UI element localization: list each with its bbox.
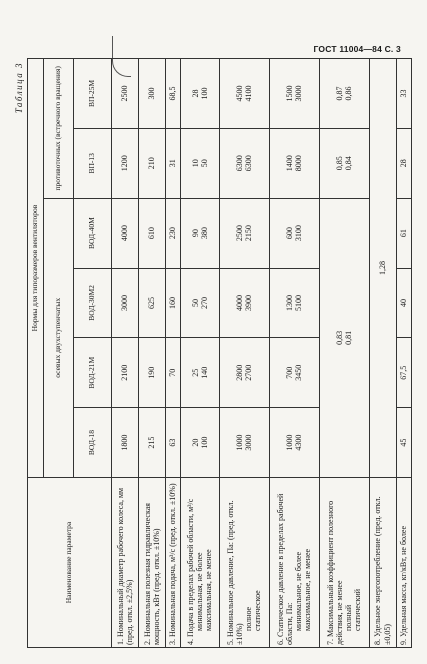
cell-value-pair (219, 59, 269, 129)
table-row (219, 59, 269, 648)
row-label (396, 478, 411, 648)
table-row (165, 59, 180, 648)
cell-value: 28 (190, 89, 200, 98)
cell-value: 190 (138, 338, 165, 408)
row-sublabel: полное (244, 606, 254, 631)
cell-value-pair (219, 408, 269, 478)
cell-value-pair (269, 198, 319, 268)
col-header: ВП-25М (74, 59, 112, 129)
table-row (112, 59, 139, 648)
table-row (138, 59, 165, 648)
cell-value: 600 (284, 227, 294, 240)
cell-value-pair (219, 338, 269, 408)
rotated-table-block (14, 58, 412, 648)
cell-value: 61 (396, 198, 411, 268)
cell-value: 5100 (294, 294, 304, 311)
cell-value: 4100 (244, 85, 254, 102)
cell-value: 3000 (244, 434, 254, 451)
cell-value-pair (181, 338, 219, 408)
cell-value: 31 (165, 128, 180, 198)
cell-value: 67,5 (396, 338, 411, 408)
row-sublabel: максимальное, не менее (303, 548, 313, 631)
cell-value: 3900 (244, 294, 254, 311)
row-label-text: 3. Номинальная подача, м³/с (пред. откл. ±10%) (168, 483, 178, 645)
row-label (369, 478, 396, 648)
cell-value-pair (181, 59, 219, 129)
row-label (112, 478, 139, 648)
cell-value: 8000 (294, 155, 304, 172)
cell-value: 40 (396, 268, 411, 338)
row-sublabel: статический (353, 588, 363, 631)
cell-value: 6300 (234, 155, 244, 172)
cell-value: 4000 (112, 198, 139, 268)
cell-value: 2150 (244, 225, 254, 242)
cell-value: 10 (190, 159, 200, 168)
row-sublabel: статическое (253, 590, 263, 631)
col-header: ВОД-18 (74, 408, 112, 478)
cell-value: 50 (190, 298, 200, 307)
cell-value: 50 (199, 159, 209, 168)
cell-value-pair (181, 268, 219, 338)
cell-value: 1400 (284, 155, 294, 172)
cell-shared-all: 1,28 (369, 59, 396, 478)
cell-value-pair (269, 408, 319, 478)
cell-value: 610 (138, 198, 165, 268)
row-label-text: 6. Статическое давление в пределах рабочей области, Па: (275, 493, 294, 645)
row-label-text: 4. Подача в пределах рабочей области, м³/с (186, 498, 196, 645)
cell-value: 215 (138, 408, 165, 478)
cell-shared-axial (319, 198, 369, 477)
table-row (319, 59, 369, 648)
row-label (181, 478, 219, 648)
row-label (138, 478, 165, 648)
row-sublabel: полный (344, 604, 354, 631)
cell-value-pair (319, 59, 369, 129)
row-label-text: 1. Номинальный диаметр рабочего колеса, мм (пред. откл. ±2,5%) (115, 487, 134, 645)
cell-value: 270 (199, 296, 209, 309)
row-sublabel: минимальная, не более (195, 552, 205, 631)
cell-value: 3100 (294, 225, 304, 242)
col-header: ВОД-40М (74, 198, 112, 268)
table-row (369, 59, 396, 648)
col-header: ВОД-30М2 (74, 268, 112, 338)
cell-value: 4500 (234, 85, 244, 102)
cell-value-pair (319, 128, 369, 198)
row-sublabel: минимальное, не более (294, 552, 304, 631)
row-label (165, 478, 180, 648)
cell-value: 625 (138, 268, 165, 338)
cell-value-pair (269, 59, 319, 129)
cell-value-pair (269, 338, 319, 408)
cell-value: 1500 (284, 85, 294, 102)
cell-value: 33 (396, 59, 411, 129)
cell-value: 210 (138, 128, 165, 198)
cell-value: 2700 (244, 364, 254, 381)
cell-value-pair (219, 198, 269, 268)
cell-value: 68,5 (165, 59, 180, 129)
cell-value: 28 (396, 128, 411, 198)
cell-value: 45 (396, 408, 411, 478)
col-header: ВП-13 (74, 128, 112, 198)
cell-value: 20 (190, 438, 200, 447)
cell-value: 2500 (234, 225, 244, 242)
row-label (269, 478, 319, 648)
table-row (396, 59, 411, 648)
cell-value-pair (181, 408, 219, 478)
cell-value: 6300 (244, 155, 254, 172)
row-label-text: 2. Номинальная полезная гидравлическая мощность, кВт (пред. откл. ±10%) (142, 503, 161, 645)
cell-value: 0,83 (335, 330, 344, 345)
cell-value: 160 (165, 268, 180, 338)
row-label-text: 7. Максимальный коэффициент полезного действия, не менее (325, 500, 344, 645)
cell-value: 25 (190, 368, 200, 377)
row-label-text: 9. Удельная масса, кг/кВт, не более (399, 525, 409, 645)
cell-value-pair (219, 128, 269, 198)
cell-value: 0,85 (335, 156, 344, 171)
cell-value: 700 (284, 366, 294, 379)
cell-value: 230 (165, 198, 180, 268)
cell-value: 2500 (112, 59, 139, 129)
row-label-text: 5. Номинальное давление, Па: (пред. откл. ±10%) (225, 500, 244, 645)
cell-value: 380 (199, 227, 209, 240)
cell-value: 63 (165, 408, 180, 478)
cell-value: 4300 (294, 434, 304, 451)
cell-value: 100 (199, 436, 209, 449)
cell-value: 300 (138, 59, 165, 129)
parameters-table (27, 58, 412, 648)
cell-value: 140 (199, 366, 209, 379)
cell-value: 0,81 (344, 330, 354, 345)
cell-value: 0,87 (335, 86, 344, 101)
cell-value: 0,84 (344, 156, 354, 171)
row-label-text: 8. Удельное энергопотребление (пред. откл. ±0,05) (373, 496, 392, 645)
cell-value: 70 (165, 338, 180, 408)
cell-value: 1200 (112, 128, 139, 198)
cell-value: 1000 (234, 434, 244, 451)
row-sublabel: максимальная, не менее (204, 549, 214, 631)
cell-value-pair (219, 268, 269, 338)
cell-value: 1000 (284, 434, 294, 451)
cell-value: 2800 (234, 364, 244, 381)
cell-value-pair (269, 128, 319, 198)
cell-value: 1300 (284, 294, 294, 311)
cell-value: 2100 (112, 338, 139, 408)
page-header: ГОСТ 11004—84 С. 3 (313, 44, 401, 54)
col-param-header: Наименование параметра (28, 478, 112, 648)
cell-value: 0,86 (344, 86, 354, 101)
cell-value-pair (181, 198, 219, 268)
cell-value-pair (181, 128, 219, 198)
cell-value: 90 (190, 229, 200, 238)
cell-value: 3450 (294, 364, 304, 381)
group-norms-header: Нормы для типоразмеров вентиляторов (28, 59, 44, 478)
cell-value: 100 (199, 87, 209, 100)
table-row (181, 59, 219, 648)
row-label (319, 478, 369, 648)
table-caption: Таблица 3 (14, 62, 24, 114)
cell-value: 1800 (112, 408, 139, 478)
cell-value-pair (269, 268, 319, 338)
group-axial-header: осевых двухступенчатых (44, 198, 74, 477)
cell-value: 3000 (294, 85, 304, 102)
cell-value: 3000 (112, 268, 139, 338)
col-header: ВОД-21М (74, 338, 112, 408)
cell-value: 4000 (234, 294, 244, 311)
group-counter-header: противоточных (встречного вращения) (44, 59, 74, 199)
table-row (269, 59, 319, 648)
row-label (219, 478, 269, 648)
